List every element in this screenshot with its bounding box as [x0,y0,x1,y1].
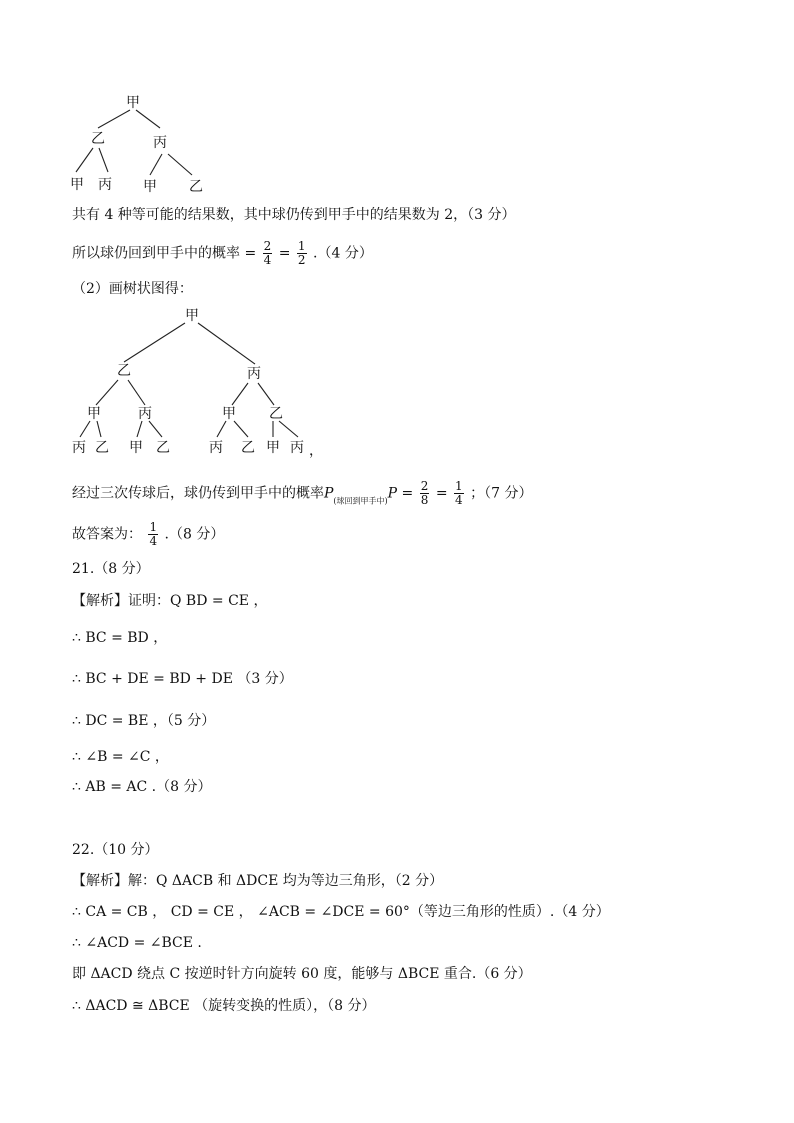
tree-2-lines [0,0,794,470]
tree-2-root: 甲 [185,308,199,324]
q22-line-3: ∴ ∠ACD = ∠BCE . [72,935,202,951]
probability-suffix: .（4 分） [313,245,373,262]
three-pass-prefix: 经过三次传球后，球仍传到甲手中的概率 [72,485,324,502]
p-subscript: (球回到甲手中) [333,496,388,506]
fraction-2-8: $\frac{2}{8}$ [420,479,429,507]
result-count-text: 共有 4 种等可能的结果数，其中球仍传到甲手中的结果数为 2，（3 分） [72,207,516,223]
tree-2-node-l1-b: 丙 [247,366,261,382]
q22-heading: 22.（10 分） [72,842,159,858]
equals-sign: = [278,245,291,262]
tree-2-node-l2-1: 甲 [87,406,101,422]
tree-1-leaf-1: 甲 [70,177,84,193]
answer-fraction: $\frac{1}{4}$ [149,520,158,548]
tree-1-node-l1-a: 乙 [91,131,105,147]
tree-2-leaf-4: 乙 [156,440,170,456]
answer-line [72,521,224,548]
probability-prefix: 所以球仍回到甲手中的概率 = [72,245,257,262]
tree-2-node-l2-4: 乙 [269,406,283,422]
q22-line-4: 即 ΔACD 绕点 C 按逆时针方向旋转 60 度，能够与 ΔBCE 重合.（6 分） [72,966,532,982]
q22-line-2: ∴ CA = CB ， CD = CE ， ∠ACB = ∠DCE = 60°（等边三角形的性质）.（4 分） [72,904,610,920]
p-symbol: P [324,485,334,502]
tree-1-leaf-3: 甲 [143,179,157,195]
equals-sign-2: = [435,485,448,502]
part-2-heading: （2）画树状图得： [72,281,193,297]
q21-line-1: 【解析】证明：Q BD = CE ， [72,593,268,609]
tree-2-leaf-6: 乙 [241,440,255,456]
fraction-2-4: $\frac{2}{4}$ [263,239,272,267]
tree-2-trailing-comma: ， [309,443,323,459]
q21-line-6: ∴ AB = AC .（8 分） [72,779,212,795]
tree-2-leaf-5: 丙 [209,440,223,456]
tree-2-leaf-1: 丙 [72,440,86,456]
answer-prefix: 故答案为： [72,526,142,543]
probability-line-2 [72,480,532,511]
q21-line-4: ∴ DC = BE ，（5 分） [72,713,216,729]
q21-line-2: ∴ BC = BD ， [72,630,168,646]
tree-2-node-l2-3: 甲 [222,406,236,422]
tree-1-root: 甲 [126,95,140,111]
tree-1-node-l1-b: 丙 [153,135,167,151]
tree-1-leaf-4: 乙 [189,179,203,195]
q21-line-5: ∴ ∠B = ∠C ， [72,749,169,765]
tree-2-node-l2-2: 丙 [138,406,152,422]
answer-suffix: .（8 分） [164,526,225,543]
equals-sign-1: = [401,485,414,502]
q22-line-1: 【解析】解：Q ΔACB 和 ΔDCE 均为等边三角形，（2 分） [72,873,444,889]
three-pass-suffix: ；（7 分） [470,485,533,502]
q21-heading: 21.（8 分） [72,561,150,577]
q22-line-5: ∴ ΔACD ≅ ΔBCE （旋转变换的性质），（8 分） [72,998,376,1014]
tree-2-leaf-3: 甲 [129,440,143,456]
fraction-1-4: $\frac{1}{4}$ [455,479,463,507]
tree-2-leaf-7: 甲 [266,440,280,456]
tree-2-leaf-2: 乙 [95,440,109,456]
tree-2-leaf-8: 丙 [290,440,304,456]
tree-1-leaf-2: 丙 [98,177,112,193]
p-symbol-2: P [387,485,398,502]
tree-2-node-l1-a: 乙 [117,363,131,379]
q21-line-3: ∴ BC + DE = BD + DE （3 分） [72,671,293,687]
fraction-1-2: $\frac{1}{2}$ [297,239,306,267]
